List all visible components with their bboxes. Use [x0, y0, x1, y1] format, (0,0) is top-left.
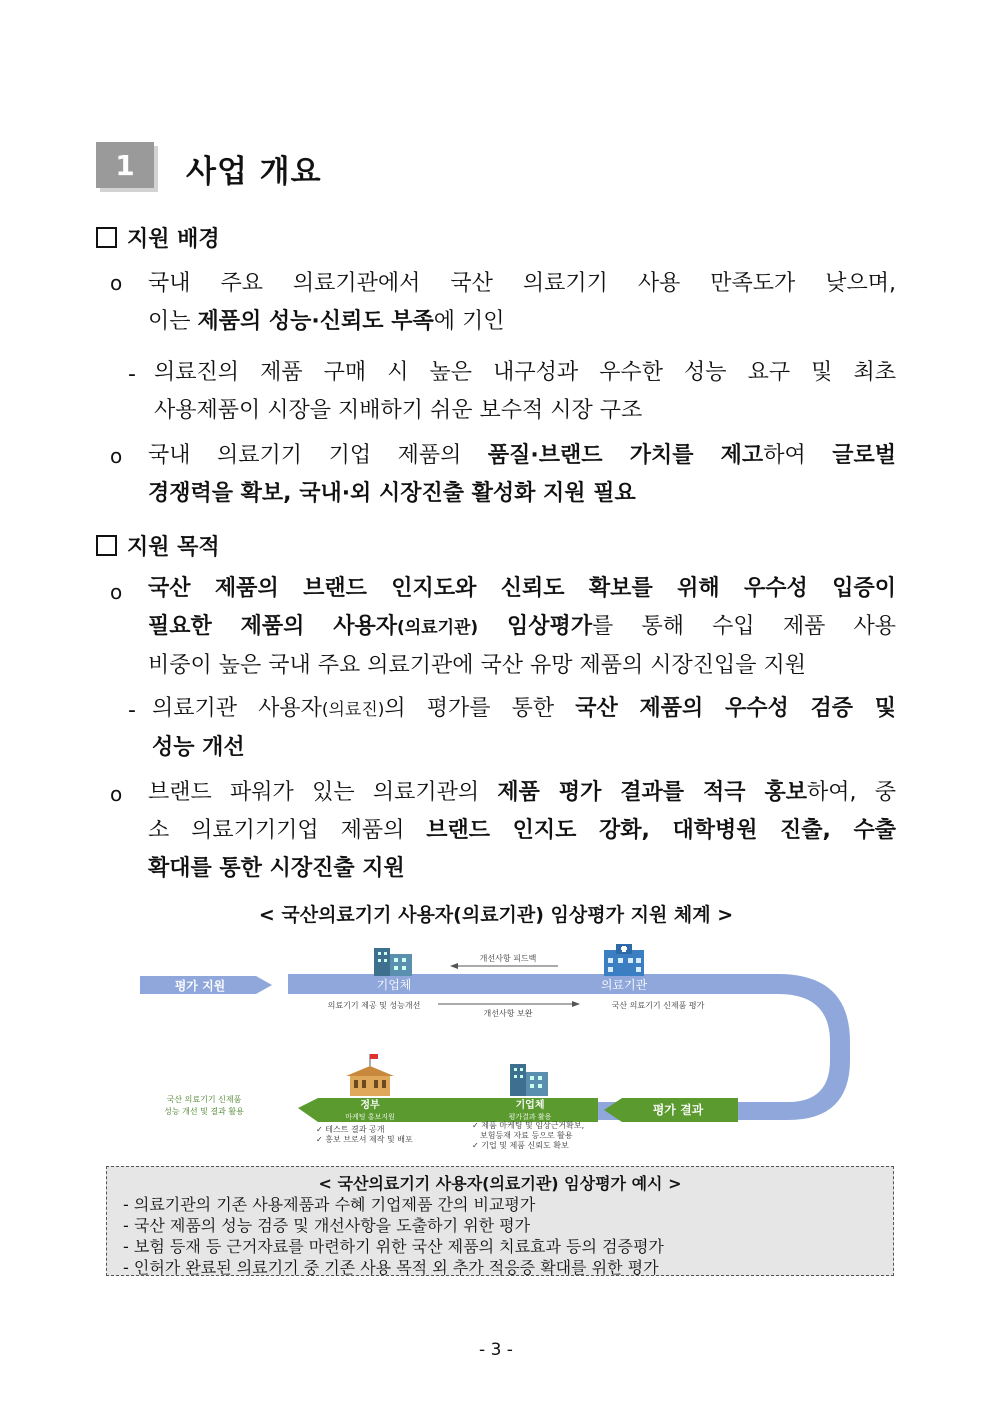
background-paragraph-1: 국내 주요 의료기관에서 국산 의료기기 사용 만족도가 낮으며, 이는 제품의 성능·신뢰도 부족에 기인: [148, 271, 896, 334]
dash-bullet-icon: -: [128, 698, 136, 723]
left-note-line2: 성능 개선 및 결과 활용: [164, 1107, 244, 1116]
company-item-2: 보험등재 자료 등으로 활용: [480, 1131, 573, 1140]
company-item-1: ✓ 제품 마케팅 및 임상근거확보,: [472, 1121, 585, 1130]
hospital-label: 의료기관: [600, 978, 648, 992]
diagram-caption: < 국산의료기기 사용자(의료기관) 임상평가 지원 체계 >: [258, 904, 734, 926]
section-number-badge: 1: [96, 142, 154, 188]
example-title: < 국산의료기기 사용자(의료기관) 임상평가 예시 >: [318, 1174, 682, 1193]
example-item: - 보험 등재 등 근거자료를 마련하기 위한 국산 제품의 치료효과 등의 검증평가: [123, 1237, 664, 1256]
green-flow-band: [298, 1098, 598, 1122]
example-box: [106, 1166, 894, 1276]
heading-purpose: [96, 530, 220, 561]
arrow-right-icon: [572, 1001, 580, 1007]
example-item: - 국산 제품의 성능 검증 및 개선사항을 도출하기 위한 평가: [123, 1216, 531, 1235]
dash-bullet-icon: -: [128, 362, 136, 387]
purpose-subparagraph-1: 의료기관 사용자(의료진)의 평가를 통한 국산 제품의 우수성 검증 및 성능 개선: [152, 696, 896, 760]
gov-item-2: ✓ 홍보 브로셔 제작 및 배포: [316, 1135, 413, 1144]
example-item: - 의료기관의 기존 사용제품과 수혜 기업제품 간의 비교평가: [123, 1195, 536, 1214]
heading-text: 지원 배경: [127, 227, 220, 252]
company-desc: 의료기기 제공 및 성능개선: [327, 1001, 421, 1010]
heading-text: 지원 목적: [127, 535, 220, 560]
hospital-desc: 국산 의료기기 신제품 평가: [611, 1001, 705, 1010]
background-paragraph-2: 국내 의료기기 기업 제품의 품질·브랜드 가치를 제고하여 글로벌 경쟁력을 확보, 국내·외 시장진출 활성화 지원 필요: [148, 443, 896, 506]
page-number: - 3 -: [479, 1340, 513, 1360]
building-icon: [510, 1064, 548, 1096]
government-sub-label: 마케팅 홍보지원: [345, 1113, 395, 1121]
background-subparagraph-1: 의료진의 제품 구매 시 높은 내구성과 우수한 성능 요구 및 최초 사용제품이 시장을 지배하기 쉬운 보수적 시장 구조: [154, 360, 896, 423]
government-building-icon: [346, 1054, 394, 1096]
purpose-paragraph-2: 브랜드 파워가 있는 의료기관의 제품 평가 결과를 적극 홍보하여, 중 소 의료기기기업 제품의 브랜드 인지도 강화, 대학병원 진출, 수출 확대를 통한 시장진출 지원: [148, 780, 896, 881]
circle-bullet-icon: o: [110, 271, 123, 295]
heading-background: [96, 222, 220, 253]
purpose-paragraph-1: 국산 제품의 브랜드 인지도와 신뢰도 확보를 위해 우수성 입증이 필요한 제품의 사용자(의료기관) 임상평가를 통해 수입 제품 사용 비중이 높은 국내 주요 의료기관에 국산 유망 제품의 시장진입을 지원: [148, 576, 897, 678]
eval-result-label: 평가 결과: [652, 1103, 704, 1117]
example-item: - 인허가 완료된 의료기기 중 기존 사용 목적 외 추가 적응증 확대를 위한 평가: [123, 1258, 659, 1277]
hospital-icon: [604, 944, 644, 976]
supplement-label: 개선사항 보완: [483, 1009, 533, 1018]
circle-bullet-icon: o: [110, 444, 123, 468]
company2-label: 기업체: [515, 1100, 545, 1111]
company-label: 기업체: [376, 978, 412, 992]
support-system-diagram: [138, 942, 854, 1164]
circle-bullet-icon: o: [110, 782, 123, 806]
checkbox-square-icon: [96, 535, 117, 556]
company2-sub-label: 평가결과 활용: [508, 1113, 552, 1121]
checkbox-square-icon: [96, 227, 117, 248]
section-title: 사업 개요: [186, 154, 322, 190]
company-item-3: ✓ 기업 및 제품 신뢰도 확보: [472, 1141, 569, 1150]
gov-item-1: ✓ 테스트 결과 공개: [316, 1125, 385, 1134]
building-icon: [374, 948, 412, 976]
eval-support-label: 평가 지원: [174, 979, 226, 993]
government-label: 정부: [360, 1100, 380, 1111]
left-note-line1: 국산 의료기기 신제품: [166, 1095, 242, 1104]
circle-bullet-icon: o: [110, 580, 123, 604]
feedback-label: 개선사항 피드백: [479, 954, 537, 963]
arrow-left-icon: [450, 963, 458, 969]
